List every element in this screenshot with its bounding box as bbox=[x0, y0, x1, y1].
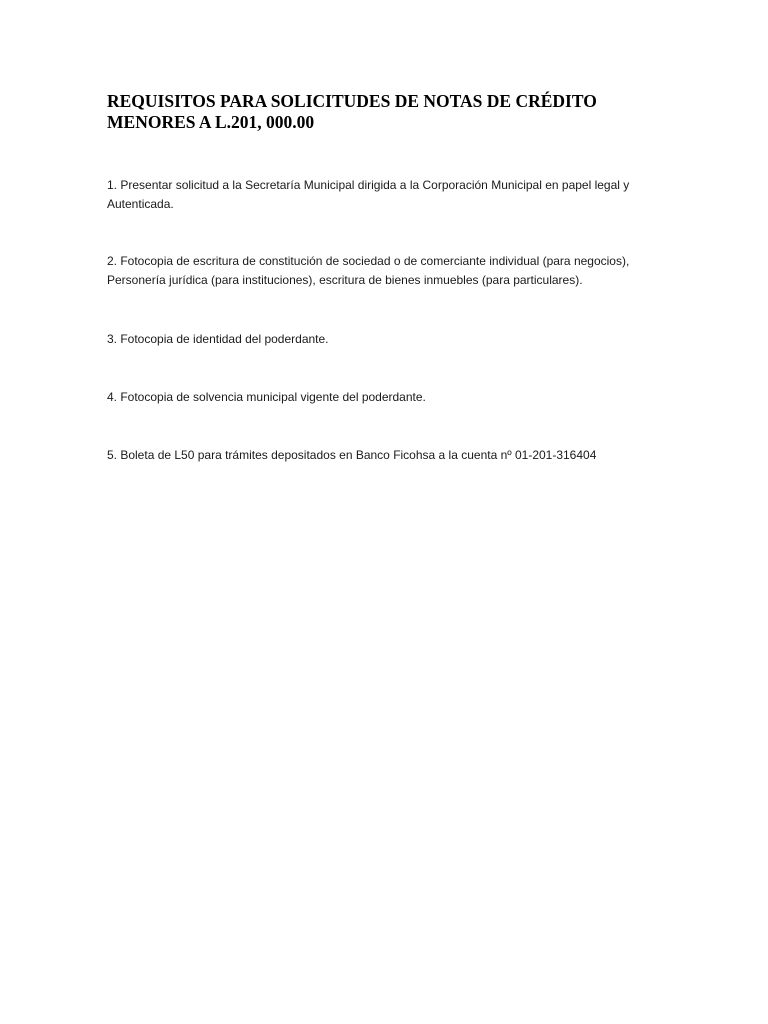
requirement-2-line-2: Personería jurídica (para instituciones), escritura de bienes inmuebles (para particulares). bbox=[107, 273, 583, 287]
title-line-1: REQUISITOS PARA SOLICITUDES DE NOTAS DE CRÉDITO bbox=[107, 91, 597, 111]
requirement-4 bbox=[107, 388, 677, 407]
requirement-3-line-1: 3. Fotocopia de identidad del poderdante. bbox=[107, 332, 329, 346]
requirement-1-line-2: Autenticada. bbox=[107, 197, 174, 211]
requirement-4-line-1: 4. Fotocopia de solvencia municipal vigente del poderdante. bbox=[107, 390, 426, 404]
document-title bbox=[107, 91, 687, 133]
title-line-2: MENORES A L.201, 000.00 bbox=[107, 112, 315, 132]
requirement-5-line-1: 5. Boleta de L50 para trámites depositados en Banco Ficohsa a la cuenta nº 01-201-316404 bbox=[107, 448, 597, 462]
requirement-2 bbox=[107, 252, 677, 290]
requirement-1 bbox=[107, 176, 677, 214]
requirement-2-line-1: 2. Fotocopia de escritura de constitución de sociedad o de comerciante individual (para negocios), bbox=[107, 254, 630, 268]
requirement-5 bbox=[107, 446, 677, 465]
requirement-3 bbox=[107, 330, 677, 349]
requirement-1-line-1: 1. Presentar solicitud a la Secretaría Municipal dirigida a la Corporación Municipal en papel legal y bbox=[107, 178, 630, 192]
